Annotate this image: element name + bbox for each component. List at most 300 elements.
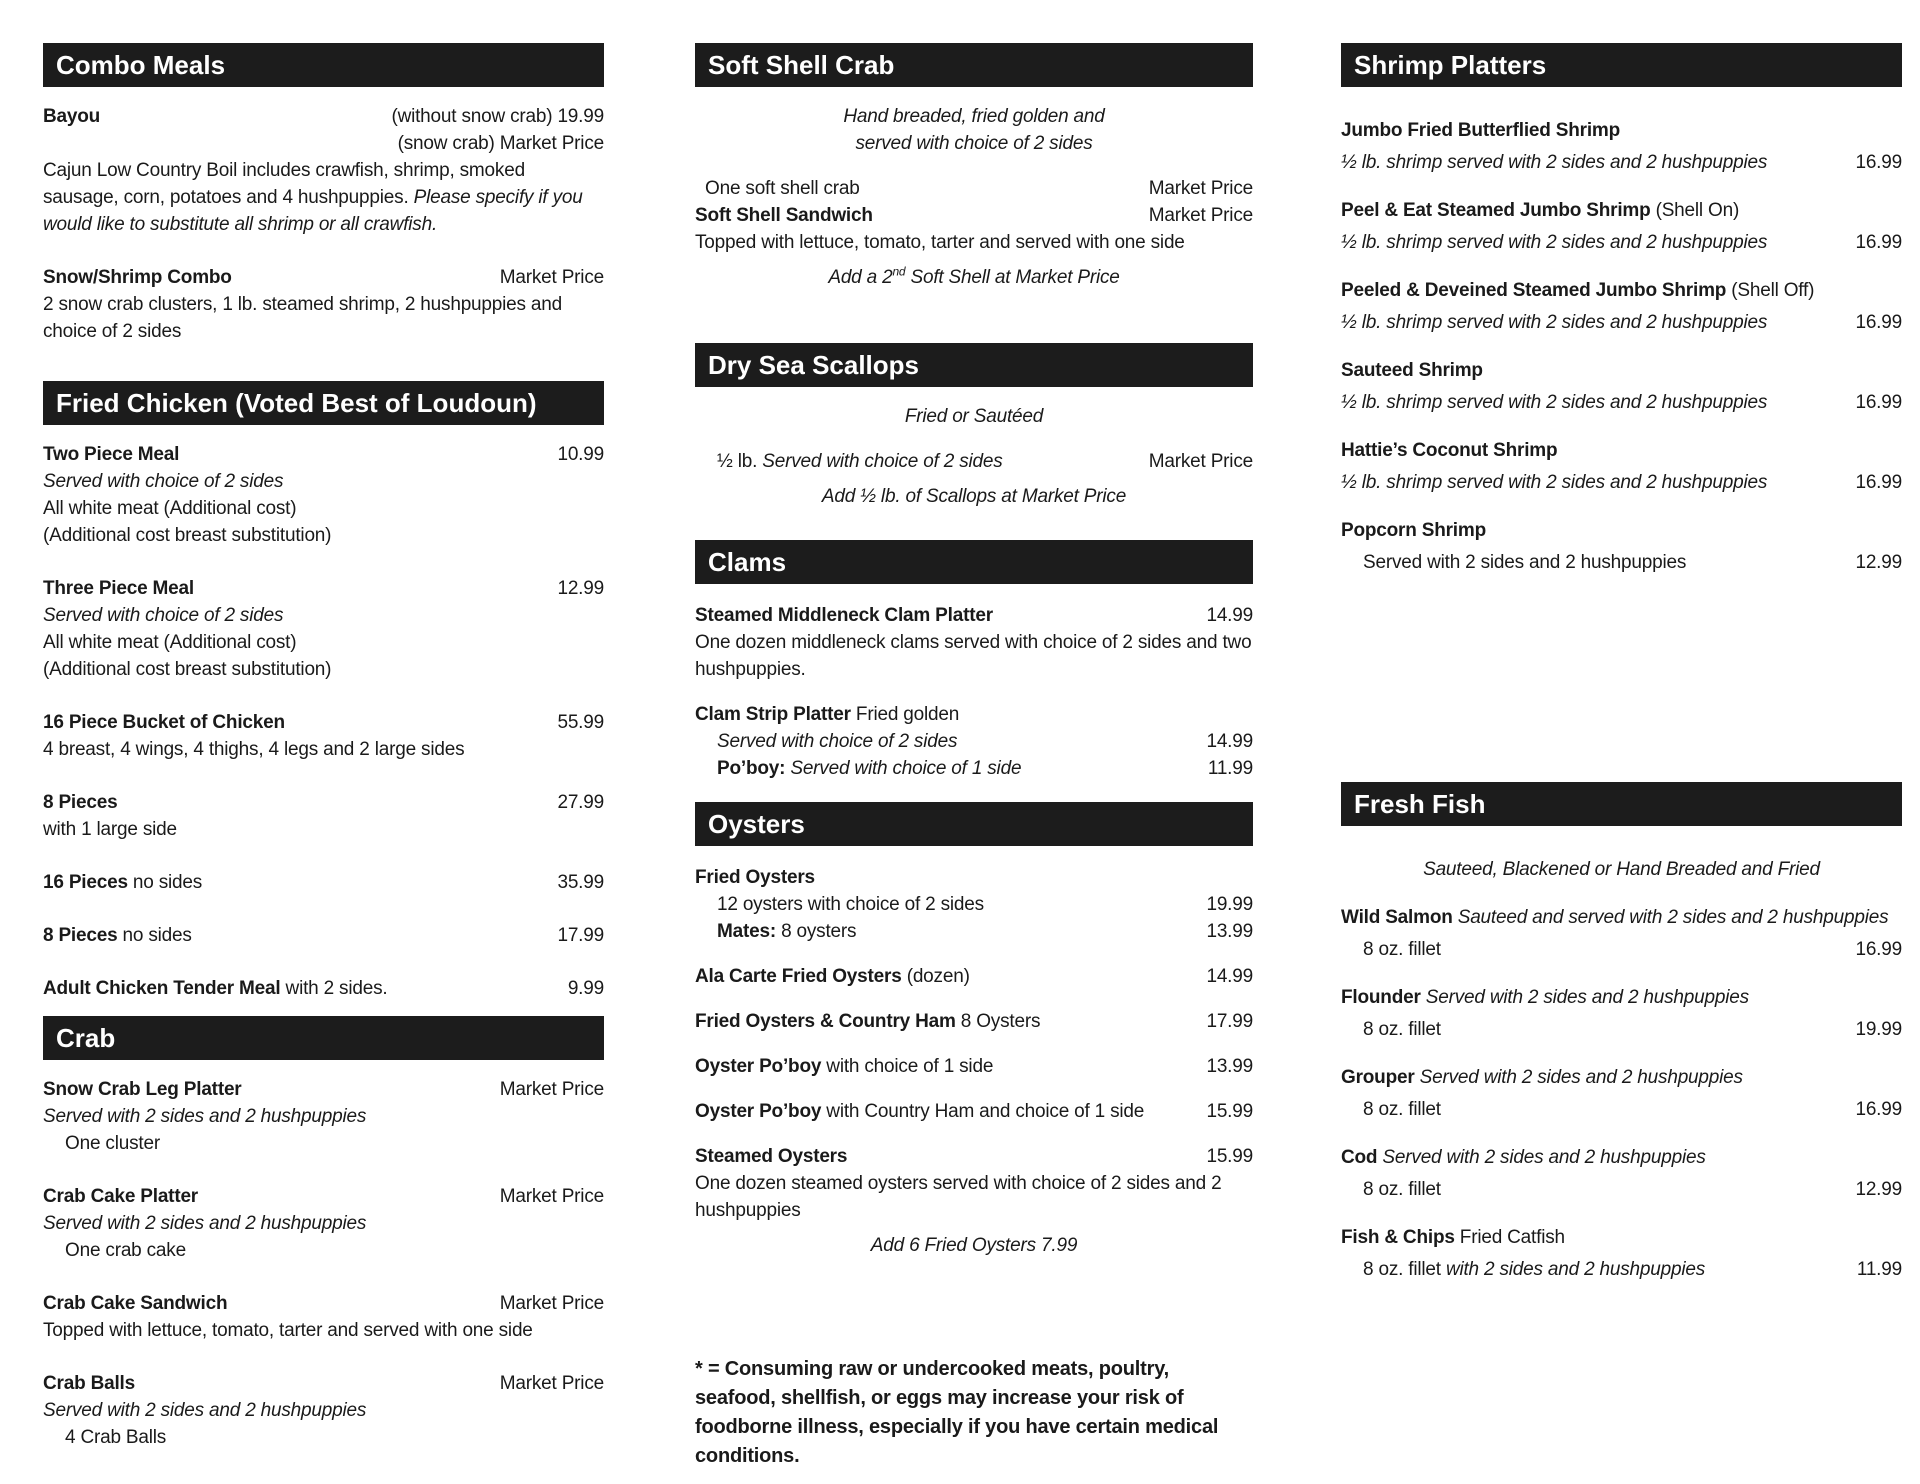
text-segment: 12 oysters with choice of 2 sides xyxy=(717,894,984,915)
section-rows xyxy=(43,103,604,345)
menu-item xyxy=(43,922,604,949)
text-segment: 8 oz. fillet xyxy=(1363,1179,1441,1200)
section-rows xyxy=(1341,115,1902,579)
section-rows xyxy=(43,441,604,1002)
text-segment: Add 6 Fried Oysters 7.99 xyxy=(870,1235,1078,1256)
item-text xyxy=(695,602,1196,629)
menu-item xyxy=(1341,275,1902,307)
text-segment: Add a 2 xyxy=(828,267,893,288)
menu-item-detail xyxy=(695,728,1253,755)
text-segment: ½ lb. shrimp served with 2 sides and 2 hushpuppies xyxy=(1341,392,1768,413)
menu-item xyxy=(1341,115,1902,147)
text-segment: Cajun Low Country Boil includes crawfish, shrimp, smoked sausage, corn, potatoes and 4 hushpuppies. xyxy=(43,160,525,208)
text-segment: One dozen middleneck clams served with choice of 2 sides and two hushpuppies. xyxy=(695,632,1252,680)
item-text xyxy=(1341,902,1902,934)
text-segment: Fried or Sautéed xyxy=(904,406,1044,427)
menu-item-detail xyxy=(695,229,1253,256)
price: 19.99 xyxy=(1206,894,1253,915)
menu-item-detail xyxy=(695,202,1253,229)
text-segment: with 2 sides and 2 hushpuppies xyxy=(1445,1259,1706,1280)
section-rows xyxy=(695,1355,1253,1471)
text-segment: Add ½ lb. of Scallops at Market Price xyxy=(821,486,1127,507)
price: 12.99 xyxy=(557,578,604,599)
menu-item-detail xyxy=(695,755,1253,782)
menu-item xyxy=(1341,1222,1902,1254)
item-text xyxy=(871,1232,1077,1259)
section-rows xyxy=(695,403,1253,510)
menu-note xyxy=(695,264,1253,291)
item-text xyxy=(905,403,1043,430)
text-segment: One crab cake xyxy=(65,1240,186,1261)
price: Market Price xyxy=(1148,451,1253,472)
text-segment: Flounder xyxy=(1341,987,1426,1008)
menu-item-detail xyxy=(43,736,604,763)
item-text xyxy=(1341,275,1902,307)
price: (without snow crab) 19.99 xyxy=(391,106,604,127)
text-segment: One soft shell crab xyxy=(705,178,860,199)
text-segment: Served with 2 sides and 2 hushpuppies xyxy=(43,1213,367,1234)
menu-item xyxy=(1341,902,1902,934)
item-text xyxy=(828,264,1119,291)
section-header-combo-meals: Combo Meals xyxy=(43,43,604,87)
price: 15.99 xyxy=(1206,1101,1253,1122)
menu-column-left xyxy=(43,43,604,1451)
price: 15.99 xyxy=(1206,1146,1253,1167)
price: 35.99 xyxy=(557,872,604,893)
item-text xyxy=(65,1237,604,1264)
item-text xyxy=(1341,1062,1902,1094)
text-segment: Clam Strip Platter xyxy=(695,704,856,725)
item-text xyxy=(695,963,1196,990)
text-segment: Wild Salmon xyxy=(1341,907,1458,928)
item-text xyxy=(43,1210,604,1237)
section-header-dry-sea-scallops: Dry Sea Scallops xyxy=(695,343,1253,387)
item-text xyxy=(695,701,1253,728)
menu-note xyxy=(695,103,1253,130)
text-segment: All white meat (Additional cost) xyxy=(43,498,297,519)
price: 17.99 xyxy=(557,925,604,946)
menu-item xyxy=(695,1098,1253,1125)
price: Market Price xyxy=(1148,205,1253,226)
menu-item xyxy=(1341,982,1902,1014)
menu-item xyxy=(695,1053,1253,1080)
text-segment: Sauteed Shrimp xyxy=(1341,360,1483,381)
section-soft-shell-crab xyxy=(695,43,1253,291)
item-text xyxy=(65,1130,604,1157)
menu-item-detail xyxy=(1341,1174,1902,1206)
menu-item-detail xyxy=(43,1424,604,1451)
text-segment: Sauteed, Blackened or Hand Breaded and Fried xyxy=(1423,859,1820,880)
text-segment: Fried Oysters xyxy=(695,867,815,888)
text-segment: (dozen) xyxy=(906,966,970,987)
item-text xyxy=(43,709,547,736)
text-segment: (Shell Off) xyxy=(1731,280,1815,301)
section-combo-meals xyxy=(43,43,604,345)
text-segment: Oyster Po’boy xyxy=(695,1101,827,1122)
text-segment: Peel & Eat Steamed Jumbo Shrimp xyxy=(1341,200,1656,221)
menu-item-detail xyxy=(43,1130,604,1157)
item-text xyxy=(1341,387,1845,419)
menu-item-detail xyxy=(43,130,604,157)
menu-item xyxy=(43,1370,604,1397)
item-text xyxy=(717,918,1196,945)
text-segment: Crab Balls xyxy=(43,1373,135,1394)
menu-item xyxy=(43,1290,604,1317)
menu-item-detail xyxy=(43,629,604,656)
item-text xyxy=(695,1053,1196,1080)
menu-item-detail xyxy=(43,495,604,522)
item-text xyxy=(1341,195,1902,227)
text-segment: Served with 2 sides and 2 hushpuppies xyxy=(43,1400,367,1421)
price: Market Price xyxy=(499,1293,604,1314)
item-text xyxy=(1341,1142,1902,1174)
menu-note xyxy=(695,1232,1253,1259)
text-segment: (Additional cost breast substitution) xyxy=(43,659,332,680)
menu-item-detail xyxy=(43,157,604,238)
text-segment: Served with 2 sides and 2 hushpuppies xyxy=(1425,987,1749,1008)
price: 27.99 xyxy=(557,792,604,813)
text-segment: Fish & Chips xyxy=(1341,1227,1460,1248)
item-text xyxy=(43,602,604,629)
menu-item xyxy=(1341,1062,1902,1094)
item-text xyxy=(43,1370,490,1397)
menu-item xyxy=(43,789,604,816)
item-text xyxy=(1363,1014,1845,1046)
menu-item xyxy=(1341,1142,1902,1174)
item-text xyxy=(43,869,547,896)
menu-note xyxy=(1341,854,1902,886)
menu-item-detail xyxy=(1341,547,1902,579)
item-text xyxy=(1341,435,1902,467)
item-text xyxy=(1423,854,1820,886)
item-text xyxy=(43,789,547,816)
item-text xyxy=(43,629,604,656)
item-text xyxy=(43,264,490,291)
section-header-clams: Clams xyxy=(695,540,1253,584)
text-segment: Adult Chicken Tender Meal xyxy=(43,978,286,999)
text-segment: no sides xyxy=(132,872,203,893)
price: 11.99 xyxy=(1207,758,1253,779)
section-header-crab: Crab xyxy=(43,1016,604,1060)
menu-item-detail xyxy=(1341,387,1902,419)
menu-item xyxy=(43,264,604,291)
item-text xyxy=(717,891,1196,918)
text-segment: Po’boy: xyxy=(717,758,791,779)
disclaimer-text xyxy=(695,1355,1253,1471)
price: (snow crab) Market Price xyxy=(397,133,604,154)
text-segment: 8 Pieces xyxy=(43,925,123,946)
section-rows xyxy=(695,103,1253,291)
item-text xyxy=(1341,227,1845,259)
text-segment: Served with 2 sides and 2 hushpuppies xyxy=(1382,1147,1706,1168)
section-dry-sea-scallops xyxy=(695,343,1253,510)
text-segment: 4 Crab Balls xyxy=(65,1427,167,1448)
text-segment: Ala Carte Fried Oysters xyxy=(695,966,907,987)
section-rows xyxy=(1341,854,1902,1286)
item-text xyxy=(695,1170,1253,1224)
price: 10.99 xyxy=(557,444,604,465)
price: 16.99 xyxy=(1855,472,1902,493)
item-text xyxy=(1341,467,1845,499)
menu-item-detail xyxy=(1341,307,1902,339)
price: Market Price xyxy=(1148,178,1253,199)
menu-item-detail xyxy=(1341,1254,1902,1286)
price: Market Price xyxy=(499,1186,604,1207)
price: Market Price xyxy=(499,267,604,288)
text-segment: Three Piece Meal xyxy=(43,578,194,599)
text-segment: Snow Crab Leg Platter xyxy=(43,1079,242,1100)
text-segment: ½ lb. shrimp served with 2 sides and 2 hushpuppies xyxy=(1341,472,1768,493)
text-segment: 8 oz. fillet xyxy=(1363,1019,1441,1040)
text-segment: Popcorn Shrimp xyxy=(1341,520,1486,541)
menu-item-detail xyxy=(1341,227,1902,259)
menu-note xyxy=(695,483,1253,510)
item-text xyxy=(1341,1222,1902,1254)
text-segment: no sides xyxy=(122,925,192,946)
menu-item-detail xyxy=(695,891,1253,918)
price: Market Price xyxy=(499,1079,604,1100)
item-text xyxy=(43,975,558,1002)
item-text xyxy=(822,483,1126,510)
text-segment: Cod xyxy=(1341,1147,1383,1168)
price: 12.99 xyxy=(1855,552,1902,573)
price: 13.99 xyxy=(1206,921,1253,942)
item-text xyxy=(695,229,1253,256)
item-text xyxy=(43,816,604,843)
price: 16.99 xyxy=(1855,392,1902,413)
section-rows xyxy=(43,1076,604,1451)
menu-item xyxy=(695,864,1253,891)
section-header-oysters: Oysters xyxy=(695,802,1253,846)
menu-item-detail xyxy=(1341,147,1902,179)
text-segment: Please specify if you would like to substitute all shrimp or all crawfish. xyxy=(43,187,583,235)
text-segment: 16 Piece Bucket of Chicken xyxy=(43,712,285,733)
text-segment: with 2 sides. xyxy=(285,978,388,999)
text-segment: Steamed Oysters xyxy=(695,1146,848,1167)
text-segment: Grouper xyxy=(1341,1067,1420,1088)
item-text xyxy=(1341,982,1902,1014)
text-segment: Served with choice of 2 sides xyxy=(717,731,958,752)
item-text xyxy=(695,1358,1218,1467)
text-segment: Fried golden xyxy=(855,704,960,725)
menu-item xyxy=(43,869,604,896)
menu-item-detail xyxy=(43,816,604,843)
menu-item-detail xyxy=(1341,934,1902,966)
text-segment: Served with 2 sides and 2 hushpuppies xyxy=(1363,552,1687,573)
item-text xyxy=(705,175,1139,202)
menu-item-detail xyxy=(43,602,604,629)
price: 19.99 xyxy=(1855,1019,1902,1040)
item-text xyxy=(43,157,604,238)
price: 12.99 xyxy=(1855,1179,1902,1200)
price: 14.99 xyxy=(1206,605,1253,626)
menu-item-detail xyxy=(43,291,604,345)
text-segment: Crab Cake Sandwich xyxy=(43,1293,228,1314)
text-segment: One cluster xyxy=(65,1133,160,1154)
text-segment: 8 oz. fillet xyxy=(1363,939,1441,960)
item-text xyxy=(43,656,604,683)
menu-column-right xyxy=(1341,43,1902,1286)
menu-item-detail xyxy=(43,1237,604,1264)
price: 16.99 xyxy=(1855,1099,1902,1120)
text-segment: Served with 2 sides and 2 hushpuppies xyxy=(1419,1067,1743,1088)
menu-note xyxy=(695,130,1253,157)
text-segment: 8 Pieces xyxy=(43,792,118,813)
item-text xyxy=(43,1317,604,1344)
section-crab xyxy=(43,1016,604,1451)
text-segment: Served with choice of 2 sides xyxy=(762,451,1003,472)
item-text xyxy=(695,629,1253,683)
item-text xyxy=(43,922,547,949)
menu-item-detail xyxy=(43,656,604,683)
menu-item-detail xyxy=(1341,467,1902,499)
section-header-fresh-fish: Fresh Fish xyxy=(1341,782,1902,826)
section-header-soft-shell-crab: Soft Shell Crab xyxy=(695,43,1253,87)
menu-item-detail xyxy=(43,1210,604,1237)
item-text xyxy=(1341,147,1845,179)
menu-item-detail xyxy=(695,918,1253,945)
menu-item xyxy=(1341,515,1902,547)
price: 9.99 xyxy=(567,978,604,999)
text-segment: One dozen steamed oysters served with choice of 2 sides and 2 hushpuppies xyxy=(695,1173,1222,1221)
item-text xyxy=(1341,307,1845,339)
item-text xyxy=(1341,515,1902,547)
text-segment: Served with choice of 2 sides xyxy=(43,471,284,492)
menu-item-detail xyxy=(1341,1094,1902,1126)
item-text xyxy=(43,1103,604,1130)
text-segment: All white meat (Additional cost) xyxy=(43,632,297,653)
menu-item xyxy=(43,709,604,736)
text-segment: 2 snow crab clusters, 1 lb. steamed shrimp, 2 hushpuppies and choice of 2 sides xyxy=(43,294,563,342)
menu-item xyxy=(695,963,1253,990)
section-shrimp-platters xyxy=(1341,43,1902,579)
text-segment: Mates: xyxy=(717,921,782,942)
section-fried-chicken-voted-best-of-loudoun xyxy=(43,381,604,1002)
text-segment: Soft Shell at Market Price xyxy=(905,267,1120,288)
menu-item xyxy=(43,1076,604,1103)
text-segment: ½ lb. shrimp served with 2 sides and 2 hushpuppies xyxy=(1341,312,1768,333)
menu-item xyxy=(695,602,1253,629)
price: Market Price xyxy=(499,1373,604,1394)
item-text xyxy=(843,103,1104,130)
text-segment: ½ lb. xyxy=(717,451,763,472)
text-segment: ½ lb. shrimp served with 2 sides and 2 hushpuppies xyxy=(1341,232,1768,253)
text-segment: with Country Ham and choice of 1 side xyxy=(826,1101,1145,1122)
item-text xyxy=(43,522,604,549)
text-segment: 16 Pieces xyxy=(43,872,133,893)
text-segment: Hand breaded, fried golden and xyxy=(843,106,1105,127)
text-segment: 8 oysters xyxy=(781,921,857,942)
menu-item-detail xyxy=(43,1397,604,1424)
menu-item-detail xyxy=(43,468,604,495)
section-header-shrimp-platters: Shrimp Platters xyxy=(1341,43,1902,87)
item-text xyxy=(1341,115,1902,147)
item-text xyxy=(43,1183,490,1210)
menu-item xyxy=(695,175,1253,202)
text-segment: Oyster Po’boy xyxy=(695,1056,827,1077)
price: 17.99 xyxy=(1206,1011,1253,1032)
text-segment: Jumbo Fried Butterflied Shrimp xyxy=(1341,120,1621,141)
text-segment: served with choice of 2 sides xyxy=(855,133,1093,154)
text-segment: (Additional cost breast substitution) xyxy=(43,525,332,546)
text-segment: 8 oz. fillet xyxy=(1363,1259,1446,1280)
text-segment: Two Piece Meal xyxy=(43,444,180,465)
item-text xyxy=(1363,1174,1845,1206)
price: 13.99 xyxy=(1206,1056,1253,1077)
menu-item-detail xyxy=(43,522,604,549)
text-segment: Served with choice of 1 side xyxy=(790,758,1022,779)
menu-item-detail xyxy=(695,1170,1253,1224)
item-text xyxy=(695,1098,1196,1125)
menu-item-detail xyxy=(43,1317,604,1344)
item-text xyxy=(1363,1254,1847,1286)
item-text xyxy=(43,103,381,130)
text-segment: Served with choice of 2 sides xyxy=(43,605,284,626)
text-segment: Topped with lettuce, tomato, tarter and served with one side xyxy=(43,1320,533,1341)
text-segment: Topped with lettuce, tomato, tarter and served with one side xyxy=(695,232,1185,253)
item-text xyxy=(43,441,547,468)
price: 16.99 xyxy=(1855,232,1902,253)
menu-item xyxy=(1341,355,1902,387)
text-segment: 8 oz. fillet xyxy=(1363,1099,1441,1120)
item-text xyxy=(43,575,547,602)
menu-item xyxy=(43,103,604,130)
item-text xyxy=(43,495,604,522)
text-segment: Fried Catfish xyxy=(1459,1227,1565,1248)
section-rows xyxy=(695,602,1253,782)
text-segment: Sauteed and served with 2 sides and 2 hushpuppies xyxy=(1457,907,1889,928)
item-text xyxy=(695,864,1253,891)
item-text xyxy=(1363,1094,1845,1126)
item-text xyxy=(1363,547,1845,579)
menu-item xyxy=(1341,195,1902,227)
item-text xyxy=(855,130,1092,157)
text-segment: 8 Oysters xyxy=(960,1011,1041,1032)
price: 14.99 xyxy=(1206,731,1253,752)
section-block xyxy=(695,1355,1253,1471)
section-rows xyxy=(695,864,1253,1259)
section-header-fried-chicken-voted-best-of-loudoun: Fried Chicken (Voted Best of Loudoun) xyxy=(43,381,604,425)
text-segment: Fried Oysters & Country Ham xyxy=(695,1011,961,1032)
text-segment: ½ lb. shrimp served with 2 sides and 2 hushpuppies xyxy=(1341,152,1768,173)
text-segment: (Shell On) xyxy=(1655,200,1740,221)
section-fresh-fish xyxy=(1341,782,1902,1286)
text-segment: Soft Shell Sandwich xyxy=(695,205,873,226)
menu-note xyxy=(695,403,1253,430)
item-text xyxy=(1341,355,1902,387)
item-text xyxy=(65,1424,604,1451)
section-clams xyxy=(695,540,1253,782)
text-segment: nd xyxy=(892,264,906,279)
price: 14.99 xyxy=(1206,966,1253,987)
text-segment: Peeled & Deveined Steamed Jumbo Shrimp xyxy=(1341,280,1732,301)
menu-item xyxy=(43,975,604,1002)
item-text xyxy=(43,1290,490,1317)
menu-item xyxy=(1341,435,1902,467)
text-segment: with choice of 1 side xyxy=(826,1056,994,1077)
item-text xyxy=(43,1076,490,1103)
price: 11.99 xyxy=(1856,1259,1902,1280)
text-segment: Served with 2 sides and 2 hushpuppies xyxy=(43,1106,367,1127)
item-text xyxy=(695,1143,1196,1170)
menu-item xyxy=(695,1143,1253,1170)
menu-item xyxy=(695,701,1253,728)
text-segment: Steamed Middleneck Clam Platter xyxy=(695,605,993,626)
text-segment: Hattie’s Coconut Shrimp xyxy=(1341,440,1558,461)
menu-item xyxy=(43,575,604,602)
section-oysters xyxy=(695,802,1253,1259)
menu-item xyxy=(695,448,1253,475)
